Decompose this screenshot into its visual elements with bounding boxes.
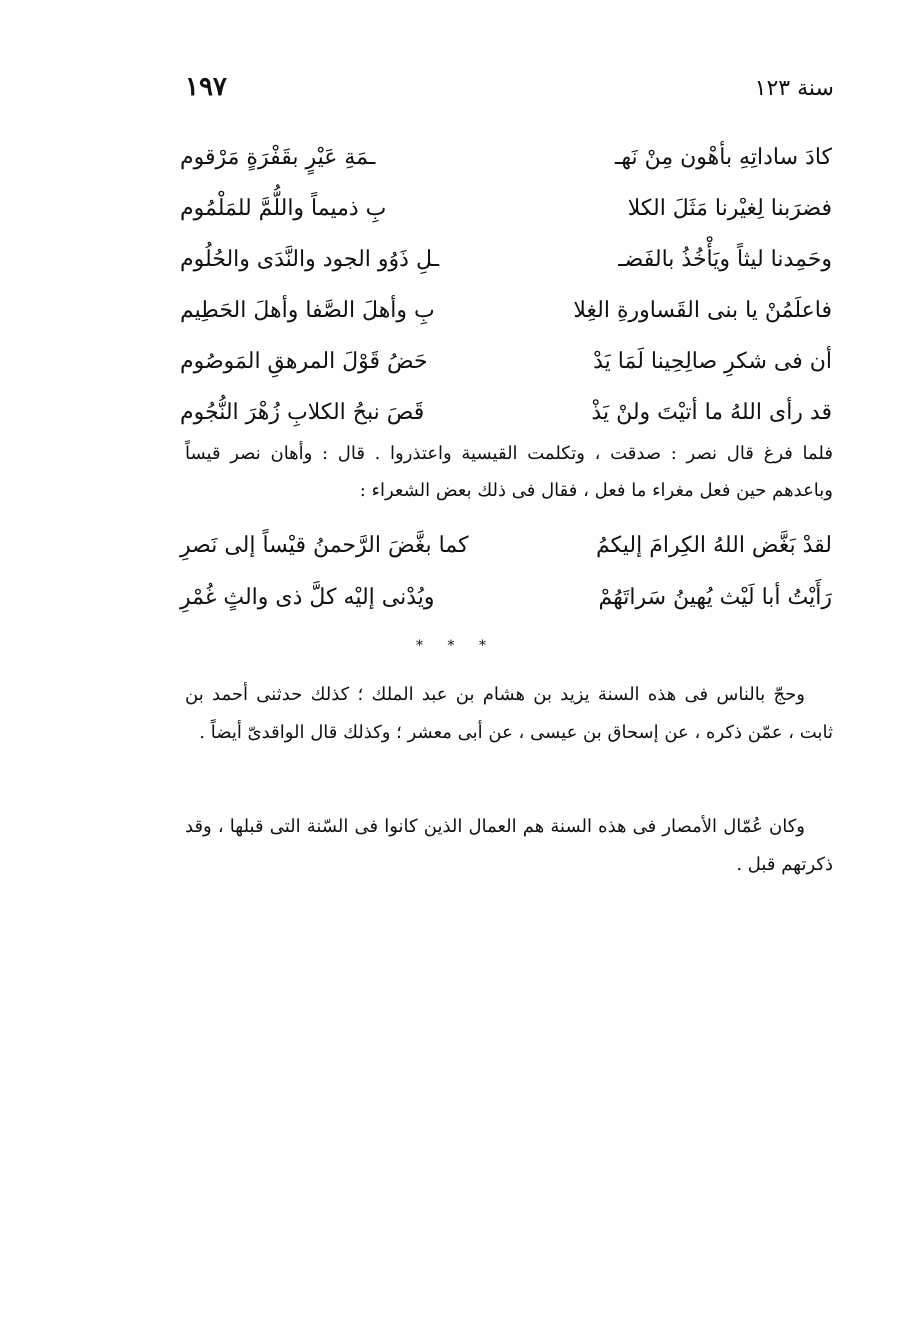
verse-line: [180, 387, 832, 438]
verse-line: [180, 336, 832, 387]
verse-second-hemistich: بِ وأهلَ الصَّفا وأهلَ الحَطِيم: [180, 297, 435, 323]
section-divider: * * *: [416, 638, 496, 654]
verse-first-hemistich: قد رأى اللهُ ما أتيْتَ ولنْ يَذْ: [591, 399, 832, 425]
poem-block: [180, 132, 832, 438]
verse-second-hemistich: بِ ذميماً واللُّمَّ للمَلْمُوم: [180, 195, 387, 221]
verse-first-hemistich: فاعلَمُنْ يا بنى القَساورةِ الغِلا: [573, 297, 832, 323]
page-header: [185, 72, 834, 112]
verse-line: [180, 285, 832, 336]
verse-line: [180, 572, 832, 624]
verse-first-hemistich: كادَ ساداتِهِ بأهْون مِنْ نَهـ: [614, 144, 832, 170]
verse-first-hemistich: فضرَبنا لِغيْرنا مَثَلَ الكلا: [627, 195, 832, 221]
verse-line: [180, 183, 832, 234]
verse-second-hemistich: ـلِ ذَوُو الجود والنَّدَى والحُلُوم: [180, 246, 440, 272]
verse-line: [180, 520, 832, 572]
verse-first-hemistich: أن فى شكرِ صالِحِينا لَمَا يَدْ: [593, 348, 832, 374]
verse-first-hemistich: لقدْ بَغَّض اللهُ الكِرامَ إليكمُ: [595, 533, 832, 558]
verse-second-hemistich: ويُدْنى إليْه كلَّ ذى والثٍ غُمْرِ: [180, 585, 435, 610]
verse-line: [180, 132, 832, 183]
prose-paragraph: وحجّ بالناس فى هذه السنة يزيد بن هشام بن عبد الملك ؛ كذلك حدثنى أحمد بن ثابت ، عمّن ذكره ، عن إسحاق بن عيسى ، عن أبى معشر ؛ وكذلك قال الواقدىّ أيضاً .: [185, 684, 833, 743]
verse-second-hemistich: ـمَةِ عَيْرٍ بقَفْرَةٍ مَرْقوم: [180, 144, 376, 170]
verse-second-hemistich: حَضُ قَوْلَ المرهقِ المَوصُوم: [180, 348, 428, 374]
verse-second-hemistich: كما بغَّضَ الرَّحمنُ قيْساً إلى نَصرِ: [180, 533, 469, 558]
verse-second-hemistich: قَصَ نبحُ الكلابِ زُهْرَ النُّجُوم: [180, 399, 425, 425]
verse-first-hemistich: وحَمِدنا ليثاً ويَأْخُذُ بالفَضـ: [618, 246, 832, 272]
prose-paragraph: فلما فرغ قال نصر : صدقت ، وتكلمت القيسية واعتذروا . قال : وأهان نصر قيساً وباعدهم حين فعل مغراء ما فعل ، فقال فى ذلك بعض الشعراء :: [185, 443, 833, 501]
verse-line: [180, 234, 832, 285]
prose-paragraph: وكان عُمّال الأمصار فى هذه السنة هم العمال الذين كانوا فى السّنة التى قبلها ، وقد ذكرتهم قبل .: [185, 816, 833, 875]
running-head: سنة ١٢٣: [754, 76, 834, 101]
verse-first-hemistich: رَأَيْتُ أبا لَيْث يُهينُ سَراتَهُمْ: [598, 585, 832, 610]
poem-block: [180, 520, 832, 624]
page-number: ١٩٧: [185, 72, 227, 102]
